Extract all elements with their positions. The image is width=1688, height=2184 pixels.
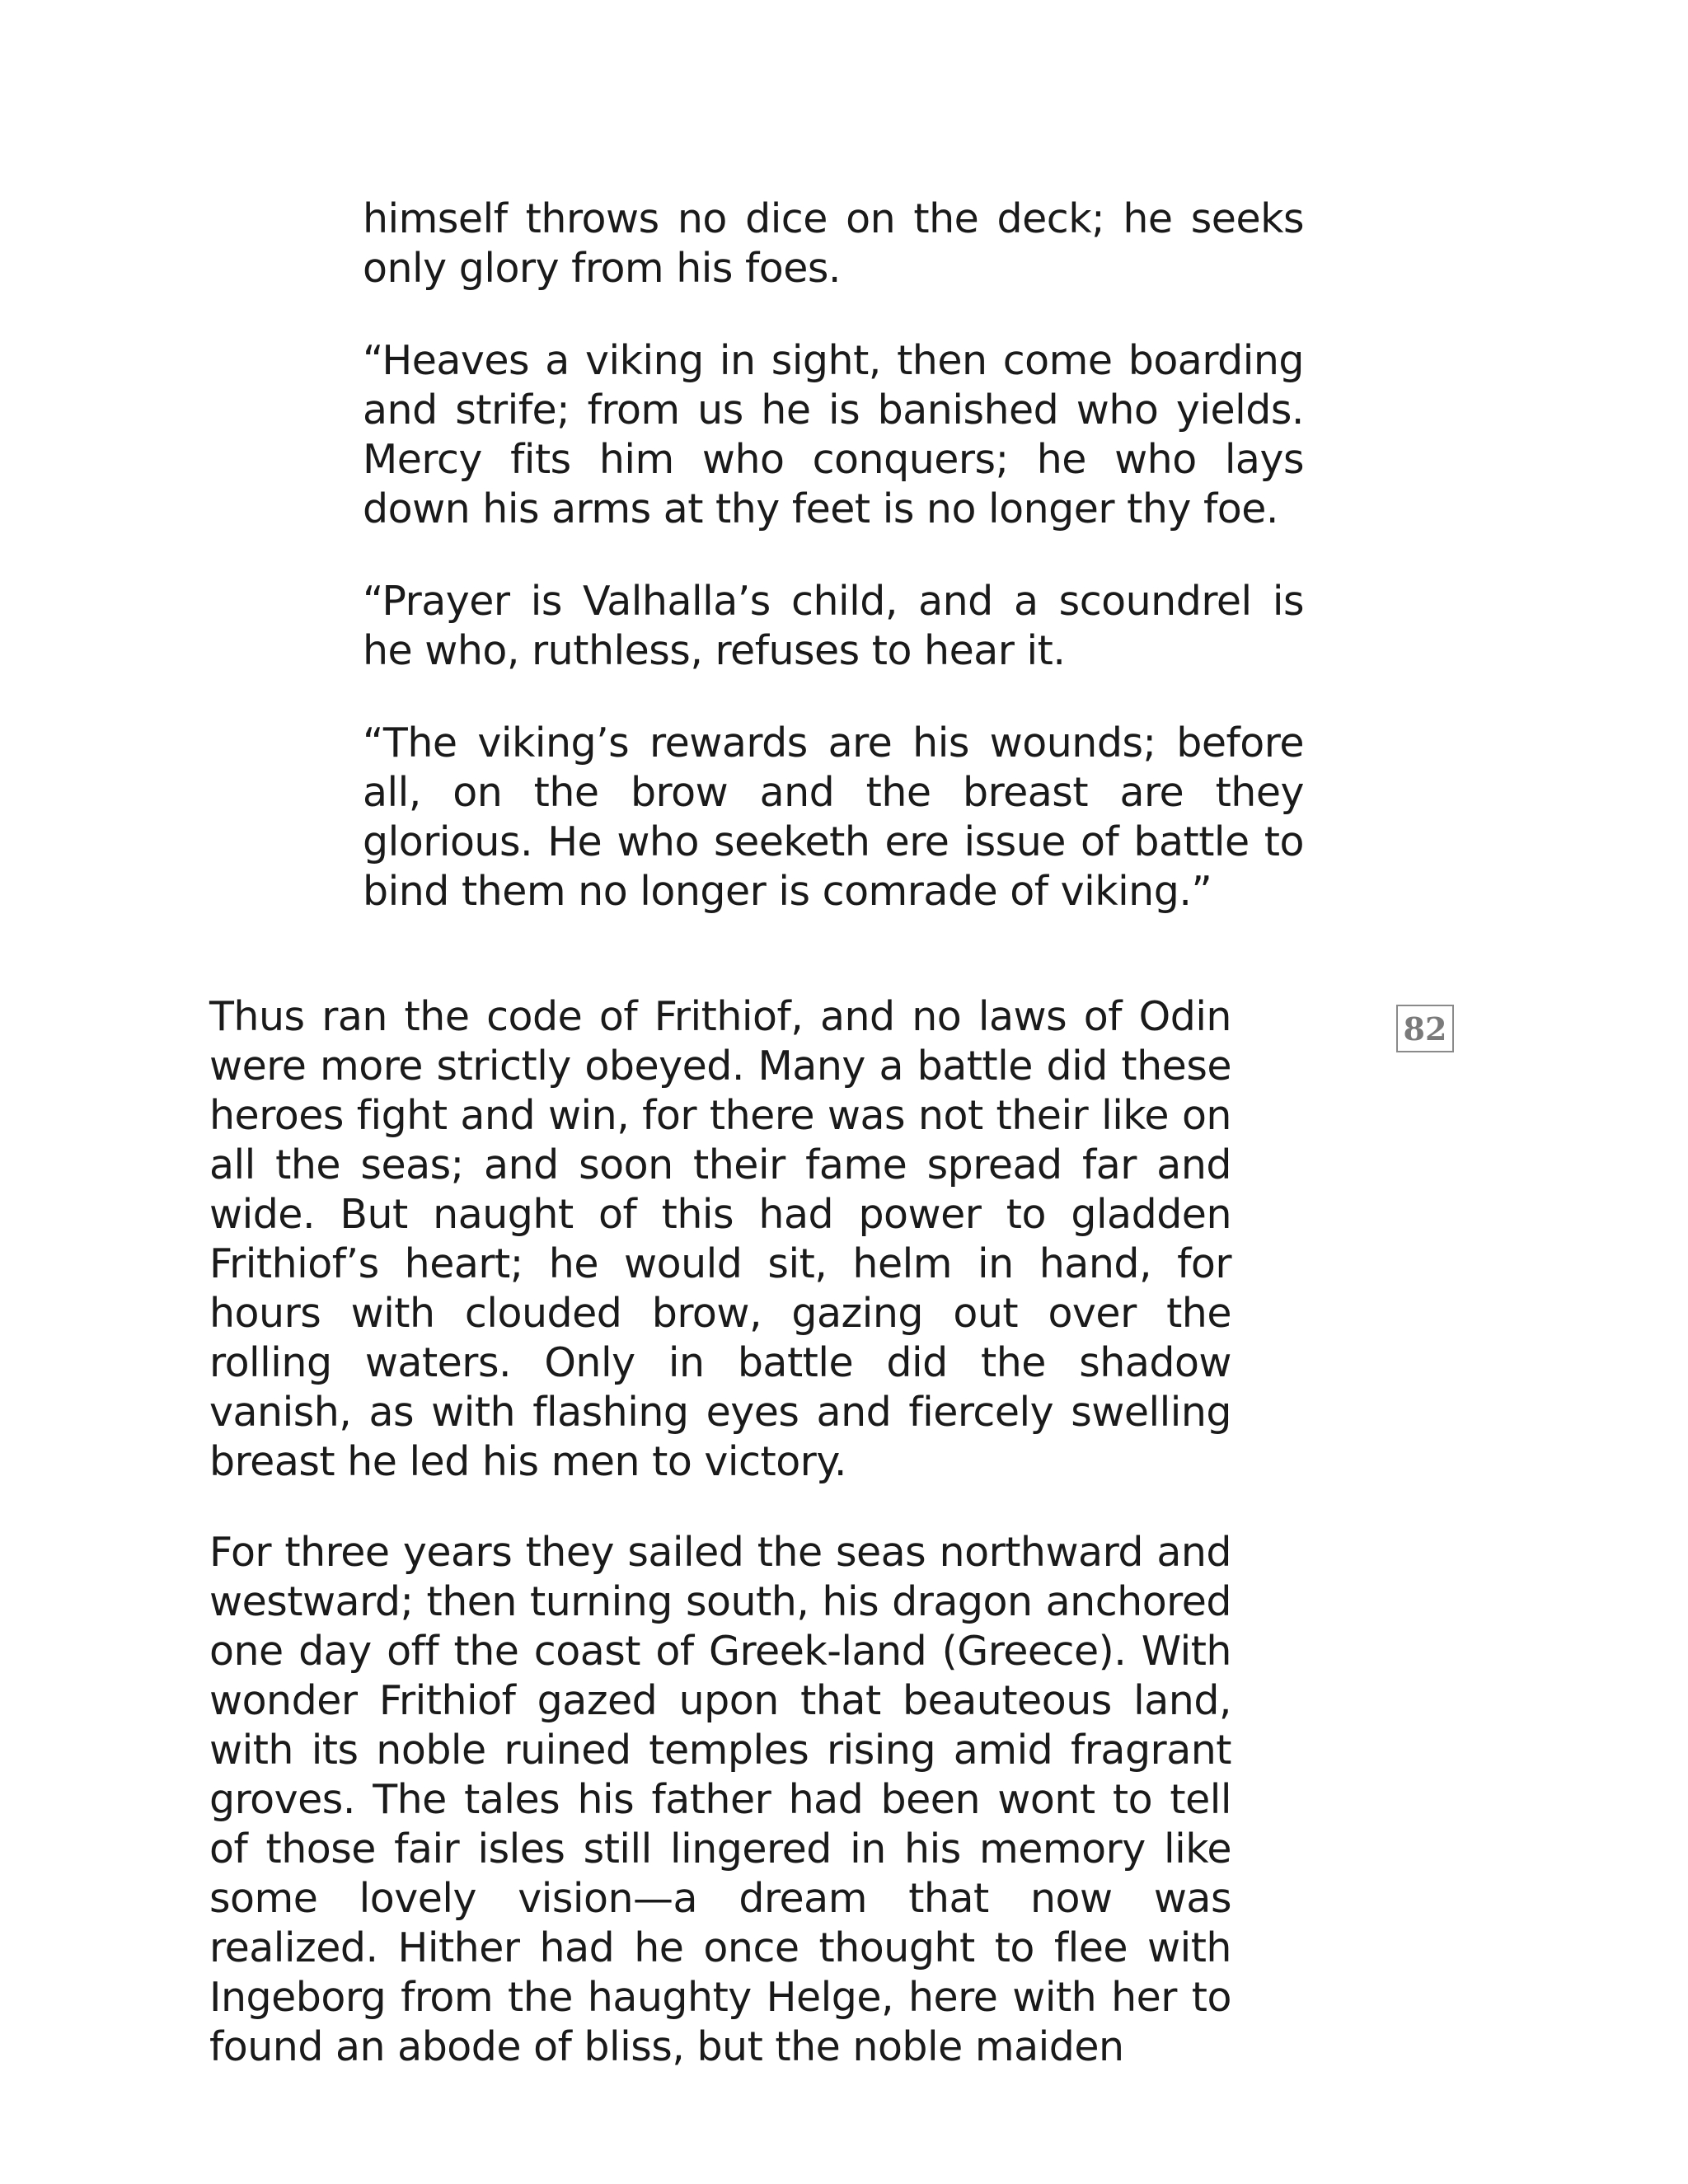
body-paragraph: For three years they sailed the seas northward and westward; then turning south, his dragon anchored one day off the coast of Greek-land (Greece). With wonder Frithiof gazed upon that beauteous land, with its noble ruined temples rising amid fragrant groves. The tales his father had been wont to tell of those fair isles still lingered in his memory like some lovely vision—a dream that now was realized. Hither had he once thought to flee with Ingeborg from the haughty Helge, here with her to found an abode of bliss, but the noble maiden: [209, 1529, 1231, 2070]
body-text-block: [209, 992, 1231, 2113]
quote-paragraph: “Heaves a viking in sight, then come boarding and strife; from us he is banished who yields. Mercy fits him who conquers; he who lays down his arms at thy feet is no longer thy foe.: [363, 337, 1304, 532]
quoted-verse-block: [363, 194, 1304, 959]
page-number-badge: 82: [1396, 1005, 1454, 1052]
body-paragraph: Thus ran the code of Frithiof, and no laws of Odin were more strictly obeyed. Many a battle did these heroes fight and win, for there was not their like on all the seas; and soon their fame spread far and wide. But naught of this had power to gladden Frithiof’s heart; he would sit, helm in hand, for hours with clouded brow, gazing out over the rolling waters. Only in battle did the shadow vanish, as with flashing eyes and fiercely swelling breast he led his men to victory.: [209, 993, 1231, 1485]
quote-paragraph: “Prayer is Valhalla’s child, and a scoundrel is he who, ruthless, refuses to hear it.: [363, 578, 1304, 674]
quote-paragraph: “The viking’s rewards are his wounds; before all, on the brow and the breast are they glorious. He who seeketh ere issue of battle to bind them no longer is comrade of viking.”: [363, 719, 1304, 915]
quote-paragraph: himself throws no dice on the deck; he seeks only glory from his foes.: [363, 195, 1304, 292]
